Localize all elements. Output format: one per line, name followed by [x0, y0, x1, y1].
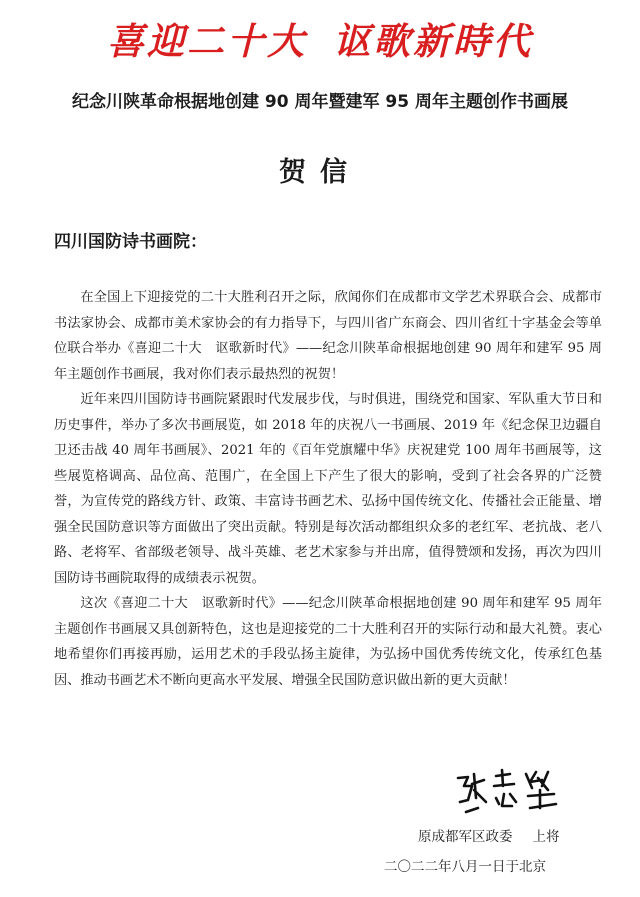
paragraph-2: 近年来四川国防诗书画院紧跟时代发展步伐，与时俱进，围绕党和国家、军队重大节日和历史事件，举办了多次书画展览，如 2018 年的庆祝八一书画展、2019 年《纪念保卫边疆自卫还击战 40 周年书画展》、2021 年的《百年党旗耀中华》庆祝建党 100 周年书画展等，这些展览格调高、品位高、范围广，在全国上下产生了很大的影响，受到了社会各界的广泛赞誉，为宣传党的路线方针、政策、丰富诗书画艺术、弘扬中国传统文化、传播社会正能量、增强全民国防意识等方面做出了突出贡献。特别是每次活动都组织众多的老红军、老抗战、老八路、老将军、省部级老领导、战斗英雄、老艺术家参与并出席，值得赞颂和发扬，再次为四川国防诗书画院取得的成绩表示祝贺。: [54, 392, 602, 586]
signatory-org: 原成都军区政委: [418, 829, 513, 845]
signatory-rank: 上将: [532, 829, 560, 845]
exhibition-subtitle: 纪念川陕革命根据地创建 90 周年暨建军 95 周年主题创作书画展: [72, 92, 568, 112]
handwritten-signature: [452, 768, 564, 814]
signatory-title: [418, 827, 560, 847]
addressee: 四川国防诗书画院：: [54, 232, 207, 252]
letter-heading: 贺信: [279, 157, 361, 188]
letter-body: [54, 285, 602, 693]
banner-part-2: 讴歌新時代: [333, 20, 533, 63]
letter-date: 二〇二二年八月一日于北京: [384, 859, 546, 875]
banner-part-1: 喜迎二十大: [107, 20, 307, 63]
paragraph-3: 这次《喜迎二十大 讴歌新时代》——纪念川陕革命根据地创建 90 周年和建军 95 周年主题创作书画展又具创新特色，这也是迎接党的二十大胜利召开的实际行动和最大礼赞。衷心地希望你们再接再励，运用艺术的手段弘扬主旋律，为弘扬中国优秀传统文化，传承红色基因、推动书画艺术不断向更高水平发展、增强全民国防意识做出新的更大贡献！: [54, 596, 602, 688]
event-banner: [0, 18, 640, 66]
paragraph-1: 在全国上下迎接党的二十大胜利召开之际，欣闻你们在成都市文学艺术界联合会、成都市书法家协会、成都市美术家协会的有力指导下，与四川省广东商会、四川省红十字基金会等单位联合举办《喜迎二十大 讴歌新时代》——纪念川陕革命根据地创建 90 周年和建军 95 周年主题创作书画展，我对你们表示最热烈的祝贺！: [54, 290, 602, 382]
